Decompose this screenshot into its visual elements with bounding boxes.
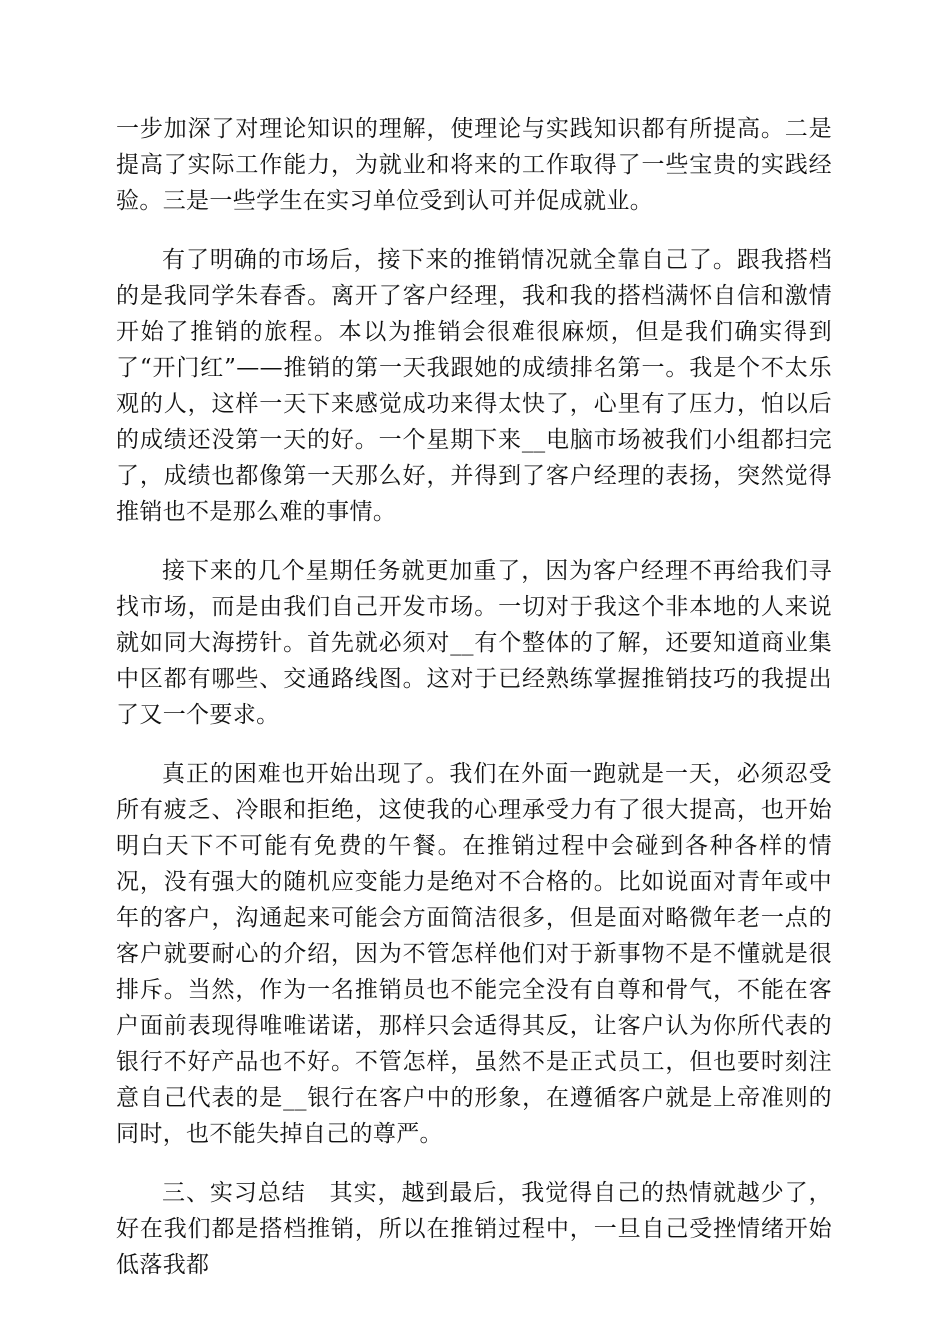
paragraph-5: 三、实习总结 其实，越到最后，我觉得自己的热情就越少了，好在我们都是搭档推销，所以在推销过程中，一旦自己受挫情绪开始低落我都	[116, 1180, 832, 1278]
paragraph-4: 真正的困难也开始出现了。我们在外面一跑就是一天，必须忍受所有疲乏、冷眼和拒绝，这使我的心理承受力有了很大提高，也开始明白天下不可能有免费的午餐。在推销过程中会碰到各种各样的情况，没有强大的随机应变能力是绝对不合格的。比如说面对青年或中年的客户，沟通起来可能会方面简洁很多，但是面对略微年老一点的客户就要耐心的介绍，因为不管怎样他们对于新事物不是不懂就是很排斥。当然，作为一名推销员也不能完全没有自尊和骨气，不能在客户面前表现得唯唯诺诺，那样只会适得其反，让客户认为你所代表的银行不好产品也不好。不管怎样，虽然不是正式员工，但也要时刻注意自己代表的是__银行在客户中的形象，在遵循客户就是上帝准则的同时，也不能失掉自己的尊严。	[116, 761, 832, 1147]
paragraph-2: 有了明确的市场后，接下来的推销情况就全靠自己了。跟我搭档的是我同学朱春香。离开了客户经理，我和我的搭档满怀自信和激情开始了推销的旅程。本以为推销会很难很麻烦，但是我们确实得到了“开门红”——推销的第一天我跟她的成绩排名第一。我是个不太乐观的人，这样一天下来感觉成功来得太快了，心里有了压力，怕以后的成绩还没第一天的好。一个星期下来__电脑市场被我们小组都扫完了，成绩也都像第一天那么好，并得到了客户经理的表扬，突然觉得推销也不是那么难的事情。	[116, 247, 832, 525]
document-page	[116, 111, 832, 1283]
paragraph-1: 一步加深了对理论知识的理解，使理论与实践知识都有所提高。二是提高了实际工作能力，为就业和将来的工作取得了一些宝贵的实践经验。三是一些学生在实习单位受到认可并促成就业。	[116, 116, 832, 214]
paragraph-3: 接下来的几个星期任务就更加重了，因为客户经理不再给我们寻找市场，而是由我们自己开发市场。一切对于我这个非本地的人来说就如同大海捞针。首先就必须对__有个整体的了解，还要知道商业集中区都有哪些、交通路线图。这对于已经熟练掌握推销技巧的我提出了又一个要求。	[116, 558, 832, 728]
